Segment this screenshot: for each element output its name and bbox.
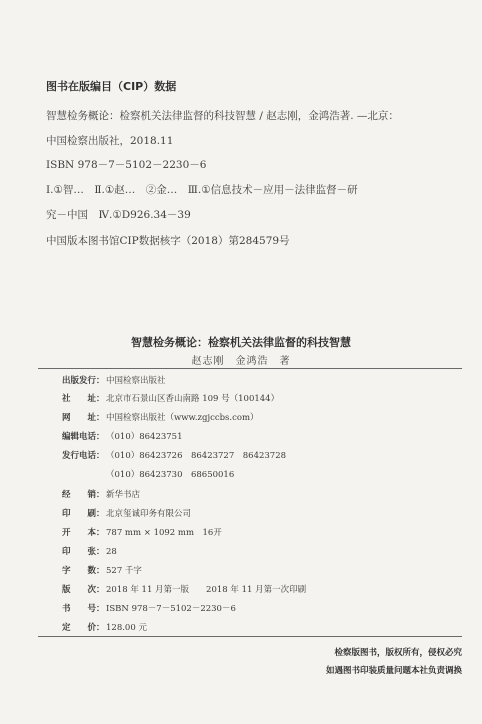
dist-phone-label: 发行电话： [62,451,105,461]
format-row [62,526,222,538]
distributor-label: 经 销： [62,490,105,500]
sheets-row [62,545,117,557]
website-label: 网 址： [62,413,105,423]
cip-line: ISBN 978－7－5102－2230－6 [46,159,207,171]
cip-heading: 图书在版编目（CIP）数据 [46,80,177,93]
website-value: 中国检察出版社（www.zgjccbs.com） [106,413,259,423]
edition-row [62,583,306,595]
publisher-row [62,374,166,386]
format-value: 787 mm × 1092 mm 16开 [106,528,222,538]
top-rule [38,368,462,369]
isbn-value: ISBN 978－7－5102－2230－6 [106,604,236,614]
address-value: 北京市石景山区香山南路 109 号（100144） [106,394,280,404]
edit-phone-value: （010）86423751 [106,432,183,442]
book-authors: 赵志刚 金鸿浩 著 [191,356,291,367]
publisher-value: 中国检察出版社 [106,376,166,386]
distributor-row [62,488,140,500]
cip-line: 究－中国 Ⅳ.①D926.34－39 [46,209,191,221]
quality-notice: 如遇图书印装质量问题本社负责调换 [325,666,462,676]
website-row [62,411,259,423]
publisher-label: 出版发行： [62,376,105,386]
sheets-label: 印 张： [62,547,105,557]
address-row [62,392,279,404]
words-label: 字 数： [62,566,105,576]
price-value: 128.00 元 [106,623,147,633]
book-title: 智慧检务概论：检察机关法律监督的科技智慧 [131,336,351,349]
price-label: 定 价： [62,623,105,633]
distributor-value: 新华书店 [106,490,141,500]
printer-value: 北京玺诚印务有限公司 [106,509,192,519]
cip-line: 中国检察出版社，2018.11 [46,135,174,147]
edit-phone-row [62,430,183,442]
copyright-notice: 检察版图书，版权所有，侵权必究 [334,648,462,658]
cip-line: Ⅰ.①智… Ⅱ.①赵… ②金… Ⅲ.①信息技术－应用－法律监督－研 [46,184,358,196]
bottom-rule [38,636,462,637]
edition-value: 2018 年 11 月第一版 2018 年 11 月第一次印刷 [106,585,307,595]
dist-phone-continued: （010）86423730 68650016 [106,470,235,480]
isbn-row [62,602,236,614]
printer-row [62,507,191,519]
edit-phone-label: 编辑电话： [62,432,105,442]
dist-phone-row [62,449,286,461]
printer-label: 印 刷： [62,509,105,519]
isbn-label: 书 号： [62,604,105,614]
format-label: 开 本： [62,528,105,538]
cip-line: 中国版本图书馆CIP数据核字（2018）第284579号 [46,235,290,247]
edition-label: 版 次： [62,585,105,595]
cip-line: 智慧检务概论：检察机关法律监督的科技智慧 / 赵志刚，金鸿浩著. —北京： [46,110,399,122]
price-row [62,621,147,633]
address-label: 社 址： [62,394,105,404]
words-row [62,564,142,576]
sheets-value: 28 [106,547,117,557]
words-value: 527 千字 [106,566,142,576]
dist-phone-value: （010）86423726 86423727 86423728 [106,451,287,461]
